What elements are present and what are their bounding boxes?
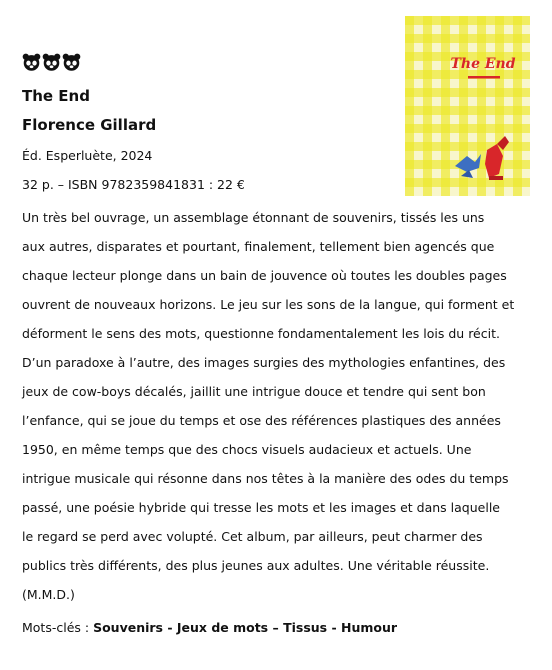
review-line: D’un paradoxe à l’autre, des images surgies des mythologies enfantines, des <box>22 355 506 370</box>
keywords-label: Mots-clés : <box>22 620 94 635</box>
book-cover-art <box>405 16 530 196</box>
book-meta: 32 p. – ISBN 9782359841831 : 22 € <box>22 177 245 192</box>
review-line: ouvrent de nouveaux horizons. Le jeu sur les sons de la langue, qui forment et <box>22 297 515 312</box>
book-cover <box>405 16 530 196</box>
review-line: le regard se perd avec volupté. Cet album, par ailleurs, peut charmer des <box>22 529 483 544</box>
book-publisher: Éd. Esperluète, 2024 <box>22 148 153 163</box>
bear-head-icon <box>22 52 41 72</box>
book-title: The End <box>22 87 90 105</box>
review-line: aux autres, disparates et pourtant, finalement, tellement bien agencés que <box>22 239 495 254</box>
review-line: l’enfance, qui se joue du temps et ose des références plastiques des années <box>22 413 501 428</box>
book-author: Florence Gillard <box>22 116 157 134</box>
review-line: (M.M.D.) <box>22 587 75 602</box>
review-line: chaque lecteur plonge dans un bain de jouvence où toutes les doubles pages <box>22 268 507 283</box>
review-line: publics très différents, des plus jeunes aux adultes. Une véritable réussite. <box>22 558 490 573</box>
review-line: jeux de cow-boys décalés, jaillit une intrigue douce et tendre qui sent bon <box>22 384 486 399</box>
keywords <box>22 620 397 635</box>
review-line: 1950, en même temps que des chocs visuels audacieux et actuels. Une <box>22 442 472 457</box>
review-text <box>22 203 534 609</box>
bear-head-icon <box>62 52 81 72</box>
bear-head-icon <box>42 52 61 72</box>
review-line: Un très bel ouvrage, un assemblage étonnant de souvenirs, tissés les uns <box>22 210 485 225</box>
cover-title: The End <box>450 56 516 72</box>
rating <box>22 52 81 72</box>
keywords-value: Souvenirs - Jeux de mots – Tissus - Humour <box>93 620 398 635</box>
review-line: déforment le sens des mots, questionne fondamentalement les lois du récit. <box>22 326 500 341</box>
review-line: intrigue musicale qui résonne dans nos têtes à la manière des odes du temps <box>22 471 509 486</box>
review-line: passé, une poésie hybride qui tresse les mots et les images et dans laquelle <box>22 500 500 515</box>
